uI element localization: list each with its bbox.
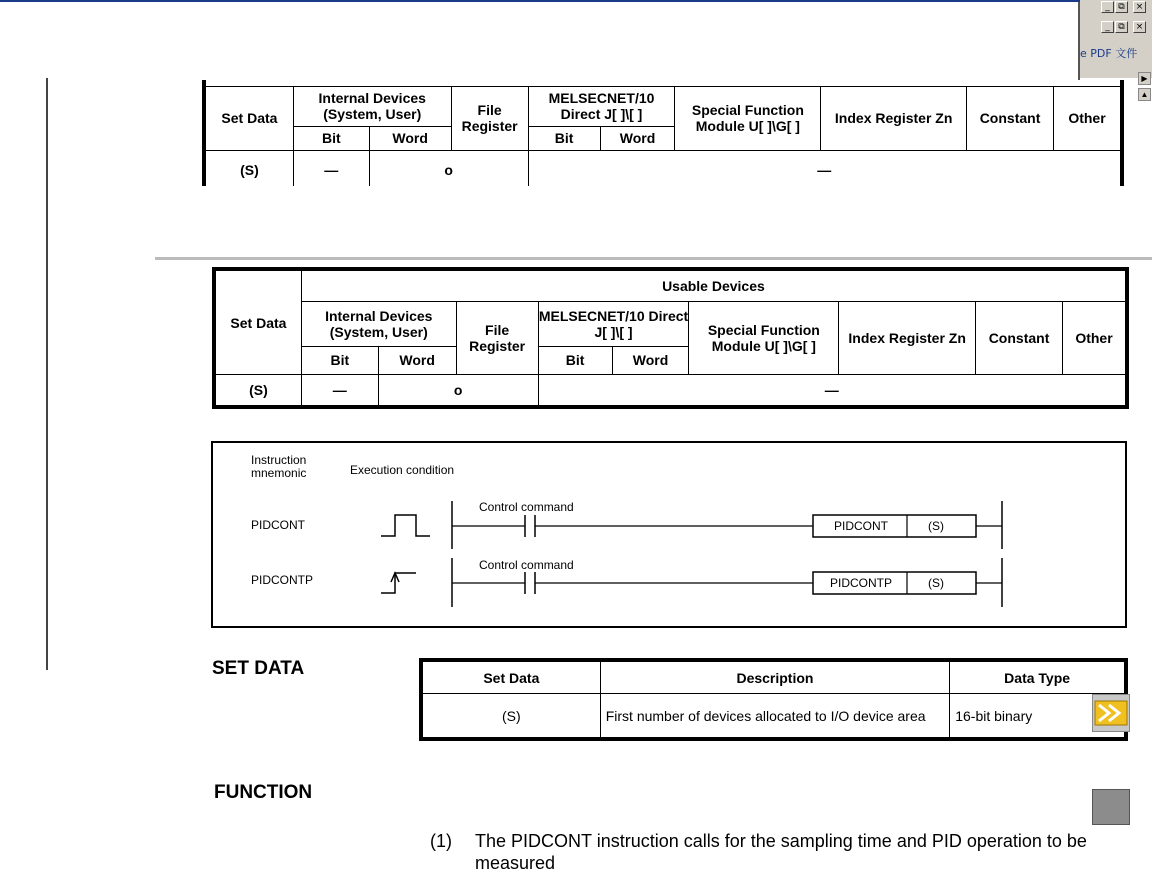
control-command-label: Control command	[479, 558, 574, 572]
doc-minimize-button[interactable]: _	[1101, 21, 1114, 33]
next-page-button[interactable]	[1092, 694, 1130, 732]
mnemonic-pidcont: PIDCONT	[251, 518, 305, 532]
double-chevron-right-icon	[1093, 695, 1129, 731]
page-left-border	[46, 78, 48, 670]
operand-s: (S)	[928, 519, 944, 533]
device-table-partial: Set Data Internal Devices (System, User) File Register MELSECNET/10 Direct J[ ]\[ ] Special Function Module U[ ]\G[ ] Index Register Zn Constant Other Bit Word Bit Word (S) — o —	[202, 80, 1124, 186]
minimize-button[interactable]: _	[1101, 1, 1114, 13]
usable-devices-table: Set Data Usable Devices Internal Devices (System, User) File Register MELSECNET/10 Direct J[ ]\[ ] Special Function Module U[ ]\G[ ] Index Register Zn Constant Other Bit Word Bit Word (S) — o —	[212, 267, 1129, 409]
instruction-box-pidcontp: PIDCONTP	[830, 576, 893, 590]
window-controls	[1080, 0, 1152, 78]
control-command-label: Control command	[479, 500, 574, 514]
ladder-diagram	[211, 441, 1127, 628]
ladder-lines	[213, 443, 1125, 626]
usable-devices-title: Usable Devices	[301, 271, 1125, 302]
pulse-icon	[381, 515, 430, 536]
viewer-toolbar-area	[0, 0, 1080, 80]
mnemonic-pidcontp: PIDCONTP	[251, 573, 314, 587]
operand-s: (S)	[928, 576, 944, 590]
function-heading: FUNCTION	[214, 782, 313, 803]
set-data-header: Set Data	[216, 271, 302, 375]
close-button[interactable]: ×	[1133, 1, 1146, 13]
page-separator	[155, 257, 1152, 260]
restore-button[interactable]: ⧉	[1115, 1, 1128, 13]
exec-condition-header: Execution condition	[350, 463, 455, 477]
set-data-heading: SET DATA	[212, 658, 305, 679]
mnemonic-header: Instruction mnemonic	[251, 453, 307, 480]
doc-restore-button[interactable]: ⧉	[1115, 21, 1128, 33]
arrow-up-icon[interactable]: ▲	[1138, 88, 1151, 101]
scroll-arrows	[1138, 70, 1152, 110]
doc-close-button[interactable]: ×	[1133, 21, 1146, 33]
stop-button[interactable]	[1092, 789, 1130, 825]
instruction-box-pidcont: PIDCONT	[834, 519, 888, 533]
set-data-table: Set Data Description Data Type (S) First number of devices allocated to I/O device area 16-bit binary	[419, 658, 1128, 741]
pdf-button[interactable]: e PDF 文件	[1080, 47, 1138, 60]
arrow-right-icon[interactable]: ▶	[1138, 72, 1151, 85]
rising-edge-icon	[381, 573, 416, 593]
